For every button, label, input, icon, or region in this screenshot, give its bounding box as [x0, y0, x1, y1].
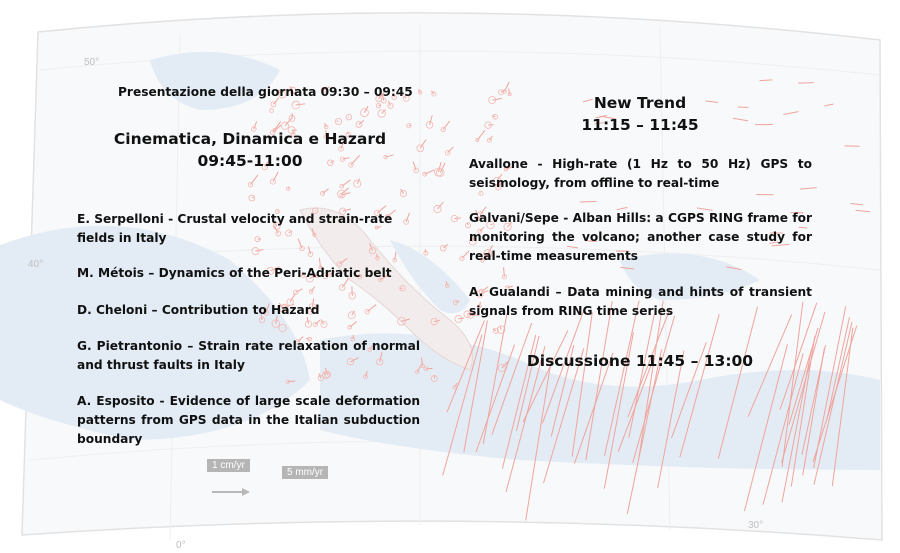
session1-title: Cinematica, Dinamica e Hazard: [113, 130, 387, 148]
lon-label-0: 0°: [176, 540, 186, 551]
discussion-line: Discussione 11:45 – 13:00: [526, 352, 754, 370]
session2-header: [540, 92, 740, 136]
talk-serpelloni: E. Serpelloni - Crustal velocity and strain-rate fields in Italy: [77, 212, 393, 245]
session2-title: New Trend: [593, 94, 687, 112]
intro-line: Presentazione della giornata 09:30 – 09:45: [118, 85, 413, 99]
velocity-vector: [467, 223, 468, 225]
velocity-vector: [337, 121, 339, 122]
velocity-vector: [798, 83, 814, 84]
session2-time: 11:15 – 11:45: [581, 116, 699, 134]
velocity-vector: [488, 125, 493, 126]
talk-pietrantonio: G. Pietrantonio – Strain rate relaxation of normal and thrust faults in Italy: [77, 339, 420, 372]
lon-label-30: 30°: [748, 520, 764, 531]
lat-label-50: 50°: [84, 57, 100, 68]
talk-galvani-sepe: Galvani/Sepe - Alban Hills: a CGPS RING frame for monitoring the volcano; another case study for real-time measurements: [469, 211, 812, 263]
scale-label-5mm: 5 mm/yr: [282, 466, 328, 479]
talk-metois: M. Métois – Dynamics of the Peri-Adriatic belt: [77, 266, 392, 280]
velocity-vector: [288, 381, 295, 382]
lat-label-40: 40°: [28, 259, 44, 270]
session1-time: 09:45-11:00: [197, 152, 303, 170]
talk-cheloni: D. Cheloni – Contribution to Hazard: [77, 303, 320, 317]
session1-header: [100, 128, 400, 172]
talk-esposito: A. Esposito - Evidence of large scale deformation patterns from GPS data in the Italian subduction boundary: [77, 394, 420, 446]
talk-avallone: Avallone - High-rate (1 Hz to 50 Hz) GPS to seismology, from offline to real-time: [469, 157, 812, 190]
talk-gualandi: A. Gualandi – Data mining and hints of transient signals from RING time series: [469, 285, 812, 318]
scale-label-1cm: 1 cm/yr: [207, 459, 250, 472]
